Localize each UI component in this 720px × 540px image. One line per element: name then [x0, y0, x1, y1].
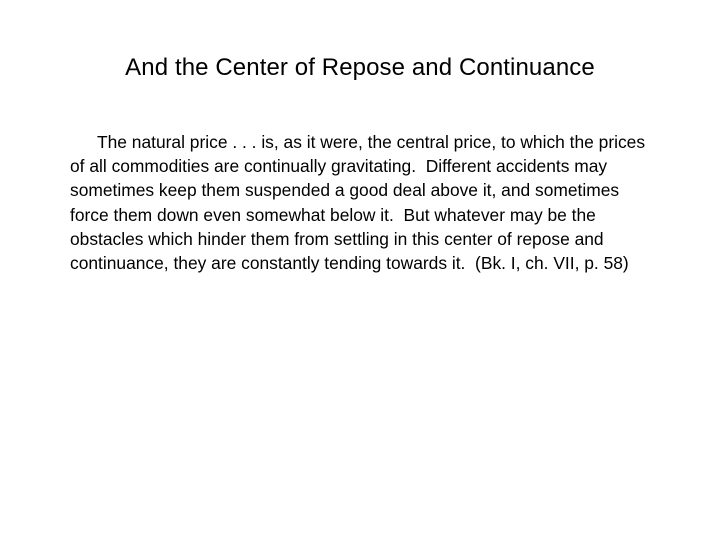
quote-line: continuance, they are constantly tending towards it. (Bk. I, ch. VII, p. 58)	[70, 253, 629, 274]
quote-line: The natural price . . . is, as it were, the central price, to which the prices	[97, 132, 646, 152]
slide-title-text: And the Center of Repose and Continuance	[125, 54, 595, 81]
quote-line: of all commodities are continually gravitating. Different accidents may	[70, 156, 608, 177]
slide-title	[0, 52, 720, 84]
quote-block	[70, 130, 682, 275]
quote-line: force them down even somewhat below it. But whatever may be the	[70, 204, 596, 225]
quote-line: sometimes keep them suspended a good deal above it, and sometimes	[70, 180, 620, 201]
quote-line: obstacles which hinder them from settling in this center of repose and	[70, 228, 604, 249]
